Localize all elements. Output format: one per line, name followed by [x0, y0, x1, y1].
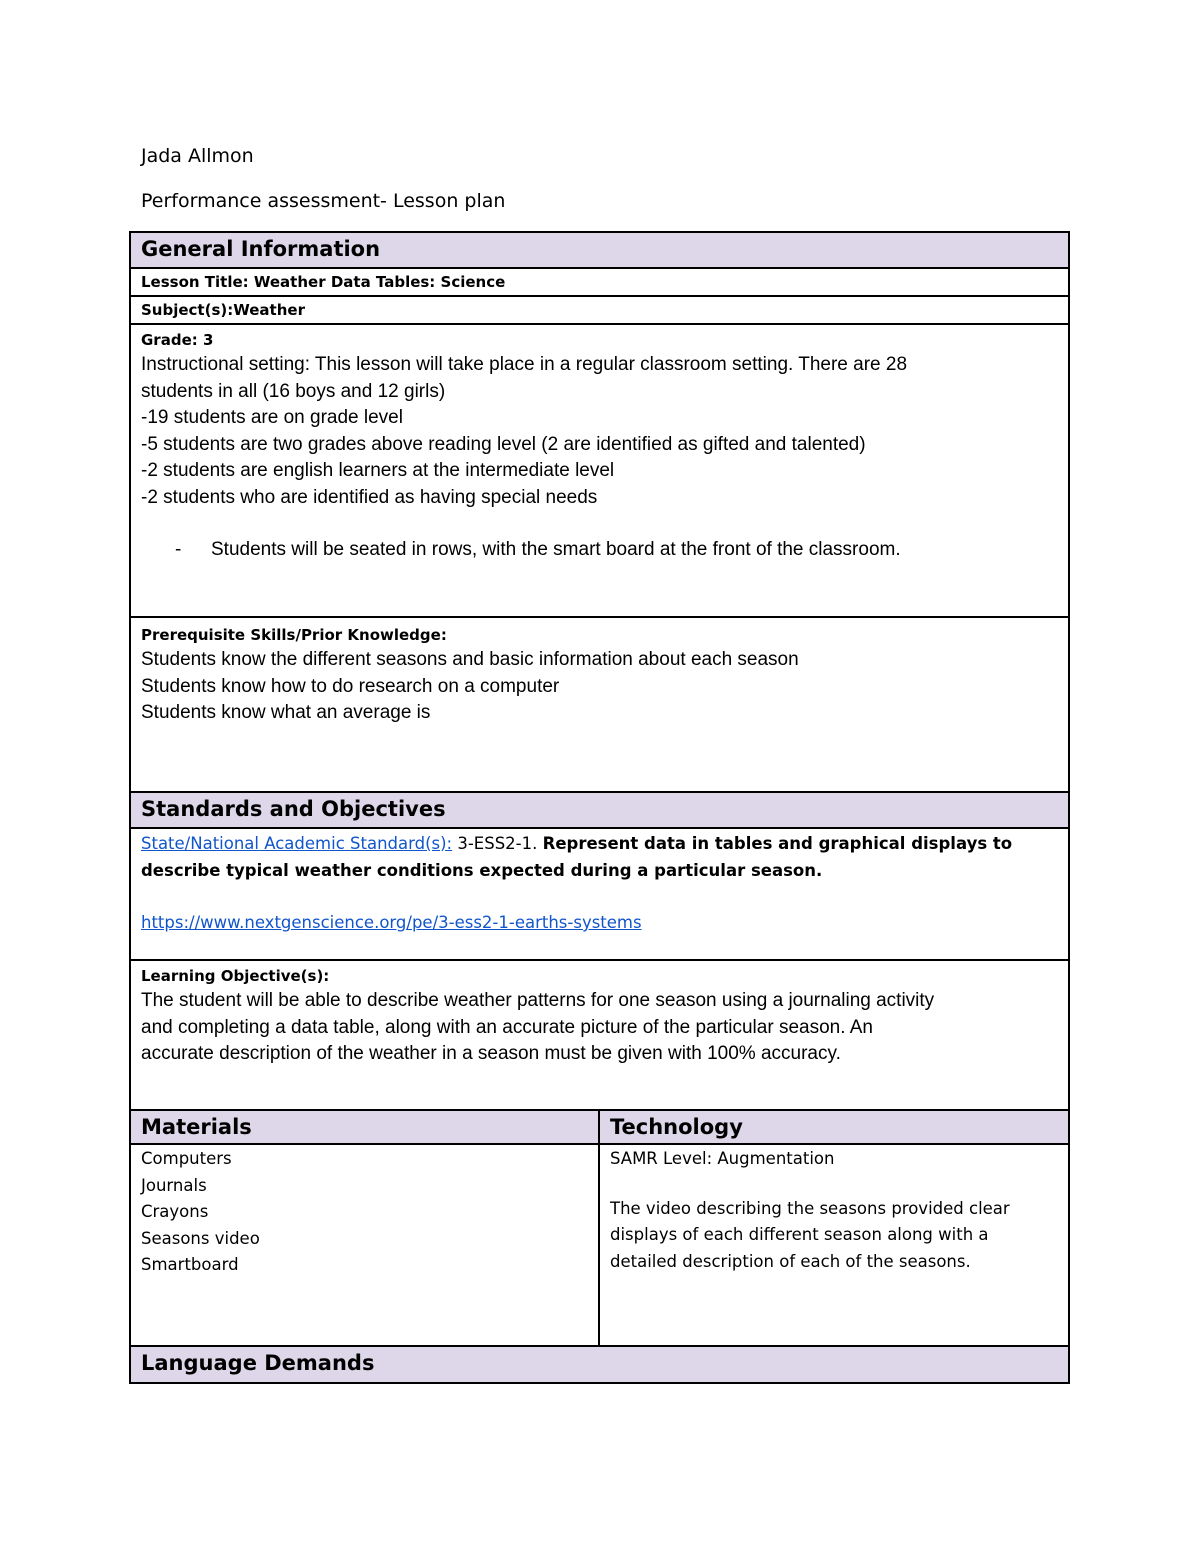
standard-url-link[interactable]: https://www.nextgenscience.org/pe/3-ess2-1-earths-systems: [141, 913, 642, 932]
standard-text-line2: describe typical weather conditions expected during a particular season.: [141, 860, 823, 880]
subjects: Subject(s):Weather: [130, 296, 1069, 324]
document-title: Performance assessment- Lesson plan: [141, 190, 506, 212]
objective-line: accurate description of the weather in a season must be given with 100% accuracy.: [141, 1043, 841, 1064]
standard-statement: [141, 831, 1058, 884]
standard-text-line1: Represent data in tables and graphical displays to: [542, 834, 1013, 853]
materials-list: [141, 1146, 588, 1279]
prerequisite-item: Students know what an average is: [141, 702, 431, 723]
technology-cell: [599, 1144, 1069, 1346]
material-item: Crayons: [141, 1202, 209, 1221]
technology-description: [610, 1196, 1058, 1276]
learning-objective-label: Learning Objective(s):: [141, 967, 330, 985]
material-item: Journals: [141, 1175, 207, 1195]
standards-cell: [130, 828, 1069, 960]
grade-setting-cell: [130, 324, 1069, 617]
technology-line: detailed description of each of the seasons.: [610, 1251, 971, 1271]
samr-level: SAMR Level: Augmentation: [610, 1149, 835, 1168]
material-item: Computers: [141, 1149, 232, 1168]
objective-line: and completing a data table, along with an accurate picture of the particular season. An: [141, 1016, 873, 1038]
setting-line: -5 students are two grades above reading level (2 are identified as gifted and talented): [141, 433, 866, 455]
setting-line: -2 students are english learners at the intermediate level: [141, 460, 615, 481]
lesson-title: Lesson Title: Weather Data Tables: Science: [130, 268, 1069, 296]
learning-objective-text: [141, 988, 1058, 1068]
lesson-plan-table: [129, 231, 1070, 1384]
technology-line: displays of each different season along with a: [610, 1225, 989, 1244]
bullet-dash: -: [175, 539, 182, 560]
standard-link-label[interactable]: State/National Academic Standard(s):: [141, 834, 453, 853]
general-information-heading: General Information: [130, 232, 1069, 268]
standards-objectives-heading: Standards and Objectives: [130, 792, 1069, 828]
technology-line: The video describing the seasons provided clear: [610, 1198, 1010, 1218]
language-demands-heading: Language Demands: [130, 1346, 1069, 1383]
objective-line: The student will be able to describe weather patterns for one season using a journaling activity: [141, 990, 935, 1011]
prerequisite-label: Prerequisite Skills/Prior Knowledge:: [141, 626, 447, 644]
setting-line: -2 students who are identified as having special needs: [141, 486, 598, 508]
setting-line: -19 students are on grade level: [141, 407, 403, 428]
seating-text: Students will be seated in rows, with the smart board at the front of the classroom.: [211, 539, 901, 560]
material-item: Smartboard: [141, 1255, 239, 1274]
prerequisite-item: Students know the different seasons and basic information about each season: [141, 649, 799, 670]
material-item: Seasons video: [141, 1228, 260, 1248]
learning-objective-cell: [130, 960, 1069, 1110]
seating-bullet: [141, 537, 1058, 564]
instructional-setting: [141, 352, 1058, 564]
setting-line: students in all (16 boys and 12 girls): [141, 380, 446, 402]
technology-heading: Technology: [599, 1110, 1069, 1144]
prerequisite-list: [141, 647, 1058, 727]
standard-code: 3-ESS2-1.: [452, 834, 543, 853]
materials-heading: Materials: [130, 1110, 599, 1144]
prerequisite-item: Students know how to do research on a computer: [141, 675, 560, 697]
prerequisite-cell: [130, 617, 1069, 792]
author-name: Jada Allmon: [141, 145, 254, 167]
materials-cell: [130, 1144, 599, 1346]
setting-line: Instructional setting: This lesson will take place in a regular classroom setting. There are 28: [141, 354, 908, 375]
grade-label: Grade: 3: [141, 331, 214, 349]
